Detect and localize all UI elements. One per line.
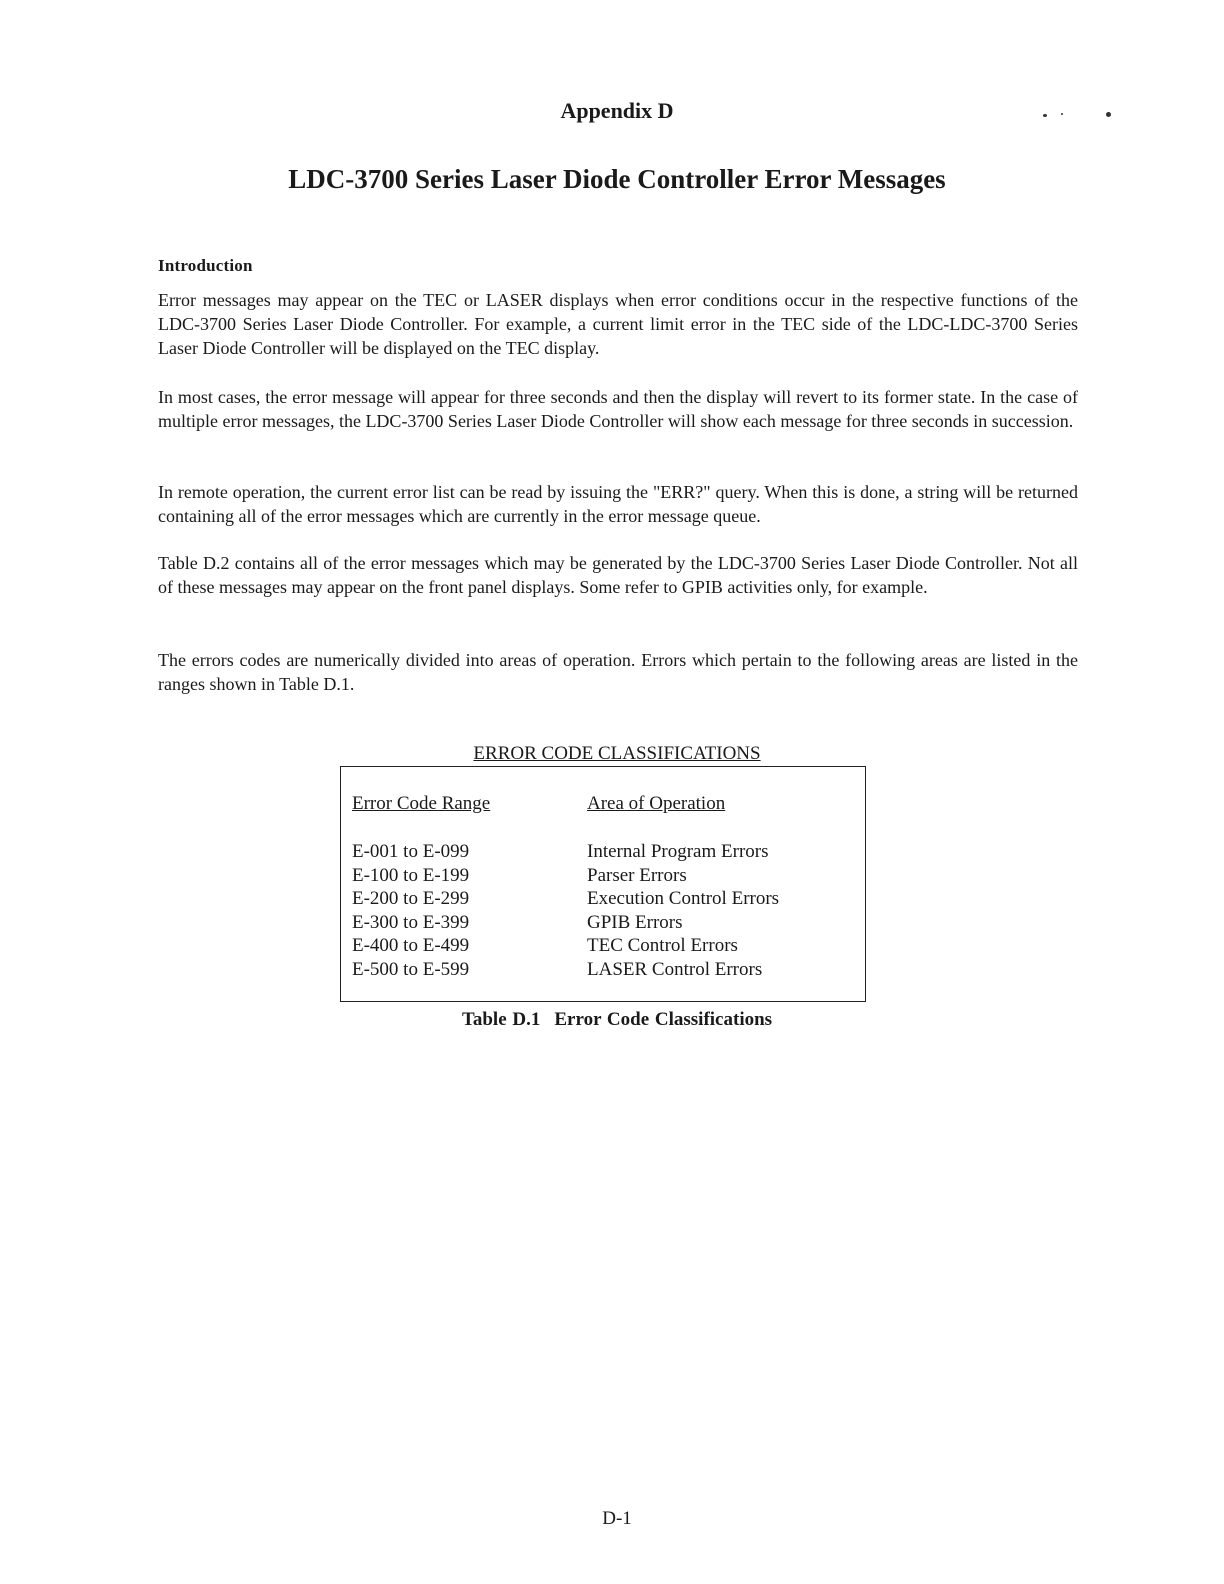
intro-paragraph-2: In most cases, the error message will appear for three seconds and then the display will revert to its former state. In the case of multiple error messages, the LDC-3700 Series Laser Diode Controller will show each message for three seconds in succession.	[158, 387, 1078, 431]
table-row	[352, 911, 852, 935]
area-of-operation: Parser Errors	[587, 864, 687, 886]
error-code-range: E-500 to E-599	[352, 958, 470, 980]
scan-speck	[1043, 114, 1047, 117]
table-row	[352, 840, 852, 864]
intro-paragraph-5: The errors codes are numerically divided into areas of operation. Errors which pertain to the following areas are listed in the ranges shown in Table D.1.	[158, 650, 1078, 694]
table-row	[352, 934, 852, 958]
table-row	[352, 958, 852, 982]
appendix-label: Appendix D	[560, 98, 674, 123]
area-of-operation: Internal Program Errors	[587, 841, 769, 862]
document-title: LDC-3700 Series Laser Diode Controller Error Messages	[288, 164, 946, 194]
section-heading: Introduction	[158, 256, 253, 275]
area-of-operation: Execution Control Errors	[587, 888, 780, 909]
error-code-range: E-100 to E-199	[352, 864, 470, 886]
column-header-range: Error Code Range	[352, 793, 491, 814]
table-caption	[0, 1009, 1224, 1031]
table-caption-text: Error Code Classifications	[554, 1009, 773, 1030]
error-code-range: E-001 to E-099	[352, 841, 470, 862]
table-top-caption: ERROR CODE CLASSIFICATIONS	[473, 743, 761, 764]
scan-speck	[1061, 113, 1063, 115]
page-number: D-1	[602, 1508, 632, 1529]
table-row	[352, 887, 852, 911]
area-of-operation: TEC Control Errors	[587, 935, 738, 956]
table-caption-label: Table D.1	[461, 1009, 541, 1030]
intro-paragraph-3: In remote operation, the current error list can be read by issuing the "ERR?" query. When this is done, a string will be returned containing all of the error messages which are currently in the error message queue.	[158, 482, 1078, 526]
error-code-classification-table	[340, 766, 866, 1002]
intro-paragraph-1: Error messages may appear on the TEC or LASER displays when error conditions occur in the respective functions of the LDC-3700 Series Laser Diode Controller. For example, a current limit error in the TEC side of the LDC-LDC-3700 Series Laser Diode Controller will be displayed on the TEC display.	[158, 290, 1078, 358]
error-code-range: E-400 to E-499	[352, 935, 470, 956]
column-header-area: Area of Operation	[587, 793, 726, 814]
scan-speck	[1106, 112, 1111, 117]
area-of-operation: LASER Control Errors	[587, 958, 763, 980]
error-code-range: E-200 to E-299	[352, 888, 470, 909]
error-code-range: E-300 to E-399	[352, 911, 470, 933]
area-of-operation: GPIB Errors	[587, 911, 683, 933]
intro-paragraph-4: Table D.2 contains all of the error messages which may be generated by the LDC-3700 Series Laser Diode Controller. Not all of these messages may appear on the front panel displays. Some refer to GPIB activities only, for example.	[158, 553, 1078, 597]
table-rows	[352, 840, 852, 981]
table-row	[352, 864, 852, 888]
